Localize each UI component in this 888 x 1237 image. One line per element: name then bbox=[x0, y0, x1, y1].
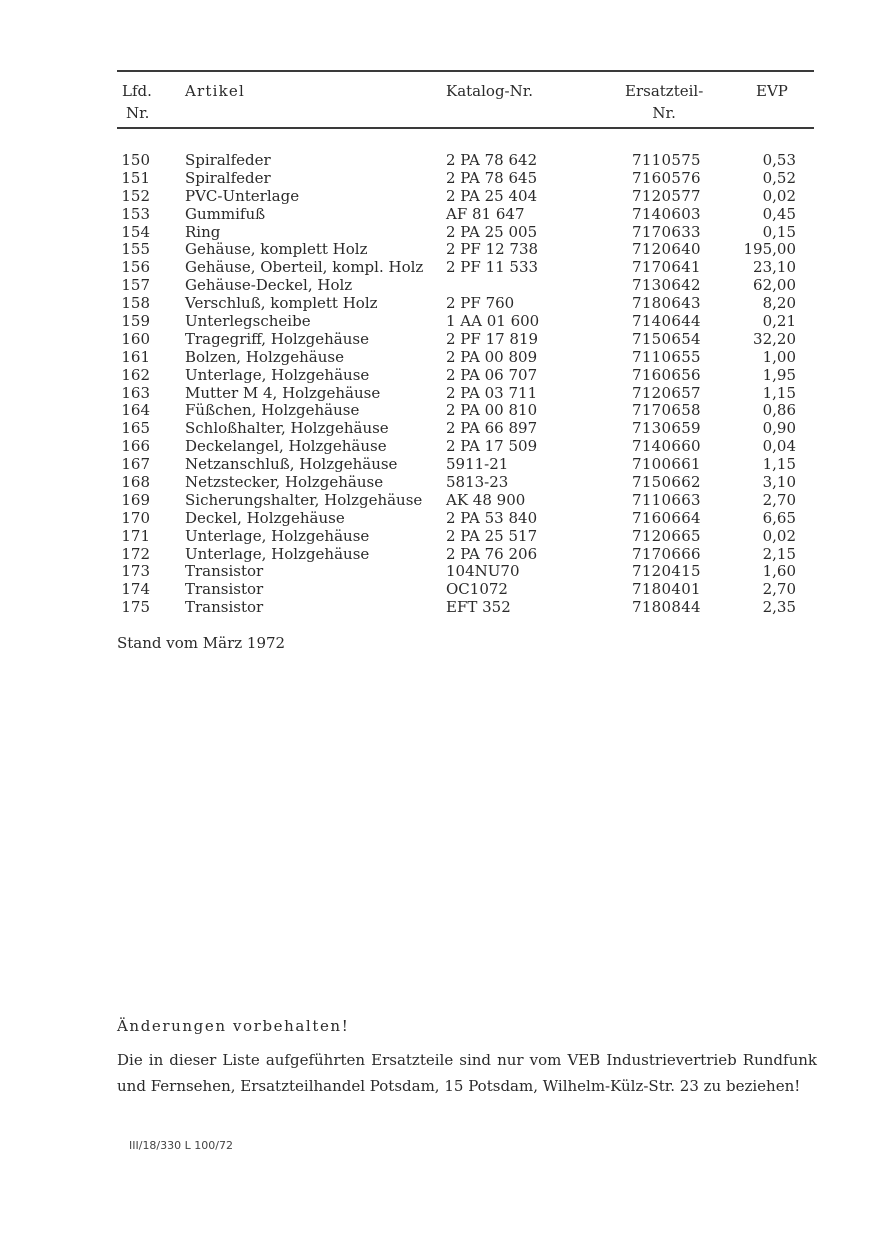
row-number: 173 bbox=[121, 562, 150, 581]
row-ersatzteil-nr: 7140644 bbox=[632, 312, 701, 331]
row-number: 168 bbox=[121, 473, 150, 492]
row-artikel: Unterlage, Holzgehäuse bbox=[185, 544, 370, 563]
row-number: 162 bbox=[121, 365, 150, 384]
row-evp: 0,04 bbox=[762, 437, 796, 456]
table-header-rule bbox=[117, 127, 814, 129]
row-number: 150 bbox=[121, 151, 150, 169]
row-artikel: Ring bbox=[185, 222, 221, 241]
row-evp: 0,02 bbox=[762, 186, 796, 205]
row-ersatzteil-nr: 7170641 bbox=[632, 258, 701, 277]
row-number: 167 bbox=[121, 455, 150, 474]
row-evp: 32,20 bbox=[753, 329, 796, 348]
row-katalog-nr: 2 PA 25 005 bbox=[446, 222, 538, 241]
table-row bbox=[0, 384, 888, 402]
row-evp: 3,10 bbox=[762, 473, 796, 492]
row-number: 175 bbox=[121, 598, 150, 617]
row-katalog-nr: AF 81 647 bbox=[446, 204, 525, 223]
row-number: 166 bbox=[121, 437, 150, 456]
parts-table-body bbox=[0, 151, 888, 616]
row-ersatzteil-nr: 7160664 bbox=[632, 508, 701, 527]
row-number: 158 bbox=[121, 294, 150, 313]
row-artikel: Gehäuse, komplett Holz bbox=[185, 240, 368, 259]
table-row bbox=[0, 240, 888, 258]
table-row bbox=[0, 545, 888, 563]
row-katalog-nr: 2 PA 06 707 bbox=[446, 365, 538, 384]
row-artikel: Transistor bbox=[185, 598, 264, 617]
row-artikel: Spiralfeder bbox=[185, 168, 271, 187]
row-katalog-nr: 2 PF 17 819 bbox=[446, 329, 539, 348]
row-ersatzteil-nr: 7120415 bbox=[632, 562, 701, 581]
table-row bbox=[0, 258, 888, 276]
row-evp: 0,86 bbox=[762, 401, 796, 420]
row-artikel: Netzanschluß, Holzgehäuse bbox=[185, 455, 398, 474]
row-ersatzteil-nr: 7120640 bbox=[632, 240, 701, 259]
row-katalog-nr: 2 PF 11 533 bbox=[446, 258, 539, 277]
header-lfd-line2: Nr. bbox=[126, 104, 150, 122]
table-row bbox=[0, 312, 888, 330]
row-ersatzteil-nr: 7110663 bbox=[632, 490, 701, 509]
row-evp: 0,15 bbox=[762, 222, 796, 241]
row-katalog-nr: 2 PA 00 809 bbox=[446, 347, 538, 366]
row-number: 156 bbox=[121, 258, 150, 277]
table-row bbox=[0, 473, 888, 491]
row-ersatzteil-nr: 7180401 bbox=[632, 580, 701, 599]
row-katalog-nr: 2 PA 25 517 bbox=[446, 526, 538, 545]
row-artikel: Netzstecker, Holzgehäuse bbox=[185, 473, 384, 492]
row-katalog-nr: 1 AA 01 600 bbox=[446, 312, 540, 331]
row-artikel: Tragegriff, Holzgehäuse bbox=[185, 329, 369, 348]
row-artikel: Unterlage, Holzgehäuse bbox=[185, 526, 370, 545]
row-ersatzteil-nr: 7150654 bbox=[632, 329, 701, 348]
row-number: 172 bbox=[121, 544, 150, 563]
row-evp: 0,53 bbox=[762, 151, 796, 169]
row-evp: 0,02 bbox=[762, 526, 796, 545]
row-number: 152 bbox=[121, 186, 150, 205]
row-evp: 0,90 bbox=[762, 419, 796, 438]
row-ersatzteil-nr: 7180643 bbox=[632, 294, 701, 313]
row-artikel: Gehäuse-Deckel, Holz bbox=[185, 276, 353, 295]
row-evp: 2,70 bbox=[762, 580, 796, 599]
row-katalog-nr: 2 PA 17 509 bbox=[446, 437, 538, 456]
row-katalog-nr: 2 PA 76 206 bbox=[446, 544, 538, 563]
row-evp: 8,20 bbox=[762, 294, 796, 313]
table-row bbox=[0, 348, 888, 366]
row-artikel: Sicherungshalter, Holzgehäuse bbox=[185, 490, 423, 509]
row-katalog-nr: 5911-21 bbox=[446, 455, 509, 474]
table-row bbox=[0, 366, 888, 384]
supplier-notice: Die in dieser Liste aufgeführten Ersatzteile sind nur vom VEB Industrievertrieb Rundfunk und Fernsehen, Ersatzteilhandel Potsdam, 15 Potsdam, Wilhelm-Külz-Str. 23 zu beziehen! bbox=[117, 1051, 817, 1095]
row-katalog-nr: AK 48 900 bbox=[446, 490, 526, 509]
table-row bbox=[0, 437, 888, 455]
row-number: 159 bbox=[121, 312, 150, 331]
row-artikel: Gehäuse, Oberteil, kompl. Holz bbox=[185, 258, 424, 277]
row-katalog-nr: 2 PA 78 645 bbox=[446, 168, 538, 187]
row-evp: 2,70 bbox=[762, 490, 796, 509]
row-artikel: Bolzen, Holzgehäuse bbox=[185, 347, 344, 366]
row-number: 151 bbox=[121, 168, 150, 187]
row-ersatzteil-nr: 7120665 bbox=[632, 526, 701, 545]
row-ersatzteil-nr: 7120577 bbox=[632, 186, 701, 205]
header-ersatz-line2: Nr. bbox=[652, 104, 676, 122]
table-top-rule bbox=[117, 70, 814, 72]
row-artikel: Mutter M 4, Holzgehäuse bbox=[185, 383, 381, 402]
row-ersatzteil-nr: 7130642 bbox=[632, 276, 701, 295]
row-artikel: Deckelangel, Holzgehäuse bbox=[185, 437, 387, 456]
row-artikel: Unterlegscheibe bbox=[185, 312, 311, 331]
row-number: 174 bbox=[121, 580, 150, 599]
row-artikel: Verschluß, komplett Holz bbox=[185, 294, 378, 313]
row-ersatzteil-nr: 7180844 bbox=[632, 598, 701, 617]
header-katalog: Katalog-Nr. bbox=[446, 82, 534, 100]
row-ersatzteil-nr: 7100661 bbox=[632, 455, 701, 474]
row-evp: 1,15 bbox=[762, 383, 796, 402]
table-row bbox=[0, 562, 888, 580]
row-katalog-nr: 5813-23 bbox=[446, 473, 509, 492]
header-lfd-nr bbox=[122, 80, 152, 124]
row-katalog-nr: 2 PA 66 897 bbox=[446, 419, 538, 438]
table-row bbox=[0, 151, 888, 169]
row-ersatzteil-nr: 7140603 bbox=[632, 204, 701, 223]
row-number: 169 bbox=[121, 490, 150, 509]
row-number: 157 bbox=[121, 276, 150, 295]
row-number: 164 bbox=[121, 401, 150, 420]
row-number: 160 bbox=[121, 329, 150, 348]
row-number: 170 bbox=[121, 508, 150, 527]
table-row bbox=[0, 223, 888, 241]
row-ersatzteil-nr: 7170658 bbox=[632, 401, 701, 420]
row-evp: 23,10 bbox=[753, 258, 796, 277]
row-number: 163 bbox=[121, 383, 150, 402]
row-evp: 62,00 bbox=[753, 276, 796, 295]
row-katalog-nr: EFT 352 bbox=[446, 598, 511, 617]
table-row bbox=[0, 455, 888, 473]
row-katalog-nr: 2 PF 12 738 bbox=[446, 240, 539, 259]
row-katalog-nr: 2 PA 03 711 bbox=[446, 383, 538, 402]
row-katalog-nr: 2 PA 53 840 bbox=[446, 508, 538, 527]
row-artikel: Gummifuß bbox=[185, 204, 266, 223]
header-artikel: Artikel bbox=[185, 82, 245, 100]
changes-reserved-note: Änderungen vorbehalten! bbox=[117, 1017, 350, 1035]
row-ersatzteil-nr: 7150662 bbox=[632, 473, 701, 492]
table-row bbox=[0, 401, 888, 419]
table-row bbox=[0, 598, 888, 616]
print-code: III/18/330 L 100/72 bbox=[129, 1139, 233, 1152]
table-row bbox=[0, 419, 888, 437]
table-row bbox=[0, 187, 888, 205]
row-artikel: Unterlage, Holzgehäuse bbox=[185, 365, 370, 384]
row-katalog-nr: 2 PA 25 404 bbox=[446, 186, 538, 205]
row-evp: 0,21 bbox=[762, 312, 796, 331]
row-katalog-nr: 2 PA 78 642 bbox=[446, 151, 538, 169]
row-evp: 1,60 bbox=[762, 562, 796, 581]
row-katalog-nr: 2 PA 00 810 bbox=[446, 401, 538, 420]
row-artikel: Schloßhalter, Holzgehäuse bbox=[185, 419, 389, 438]
row-artikel: Transistor bbox=[185, 562, 264, 581]
row-ersatzteil-nr: 7140660 bbox=[632, 437, 701, 456]
row-evp: 0,52 bbox=[762, 168, 796, 187]
table-row bbox=[0, 527, 888, 545]
status-date: Stand vom März 1972 bbox=[117, 634, 286, 652]
row-evp: 1,95 bbox=[762, 365, 796, 384]
row-katalog-nr: 104NU70 bbox=[446, 562, 520, 581]
header-lfd-line1: Lfd. bbox=[122, 82, 152, 100]
row-number: 161 bbox=[121, 347, 150, 366]
row-ersatzteil-nr: 7110655 bbox=[632, 347, 701, 366]
table-row bbox=[0, 276, 888, 294]
row-evp: 1,15 bbox=[762, 455, 796, 474]
header-ersatzteil bbox=[625, 80, 703, 124]
row-number: 155 bbox=[121, 240, 150, 259]
row-number: 153 bbox=[121, 204, 150, 223]
row-ersatzteil-nr: 7160576 bbox=[632, 168, 701, 187]
table-row bbox=[0, 205, 888, 223]
row-artikel: Füßchen, Holzgehäuse bbox=[185, 401, 360, 420]
table-row bbox=[0, 580, 888, 598]
row-evp: 1,00 bbox=[762, 347, 796, 366]
row-number: 171 bbox=[121, 526, 150, 545]
header-ersatz-line1: Ersatzteil- bbox=[625, 82, 704, 100]
table-row bbox=[0, 169, 888, 187]
row-katalog-nr: OC1072 bbox=[446, 580, 508, 599]
row-artikel: Spiralfeder bbox=[185, 151, 271, 169]
row-artikel: PVC-Unterlage bbox=[185, 186, 300, 205]
row-evp: 195,00 bbox=[743, 240, 796, 259]
table-row bbox=[0, 491, 888, 509]
row-ersatzteil-nr: 7170666 bbox=[632, 544, 701, 563]
table-row bbox=[0, 509, 888, 527]
row-ersatzteil-nr: 7170633 bbox=[632, 222, 701, 241]
table-row bbox=[0, 330, 888, 348]
row-evp: 2,15 bbox=[762, 544, 796, 563]
row-ersatzteil-nr: 7130659 bbox=[632, 419, 701, 438]
row-number: 165 bbox=[121, 419, 150, 438]
table-row bbox=[0, 294, 888, 312]
row-evp: 2,35 bbox=[762, 598, 796, 617]
row-evp: 6,65 bbox=[762, 508, 796, 527]
row-ersatzteil-nr: 7110575 bbox=[632, 151, 701, 169]
header-evp: EVP bbox=[756, 82, 788, 100]
row-ersatzteil-nr: 7120657 bbox=[632, 383, 701, 402]
row-artikel: Transistor bbox=[185, 580, 264, 599]
row-evp: 0,45 bbox=[762, 204, 796, 223]
row-artikel: Deckel, Holzgehäuse bbox=[185, 508, 345, 527]
row-katalog-nr: 2 PF 760 bbox=[446, 294, 515, 313]
row-ersatzteil-nr: 7160656 bbox=[632, 365, 701, 384]
row-number: 154 bbox=[121, 222, 150, 241]
